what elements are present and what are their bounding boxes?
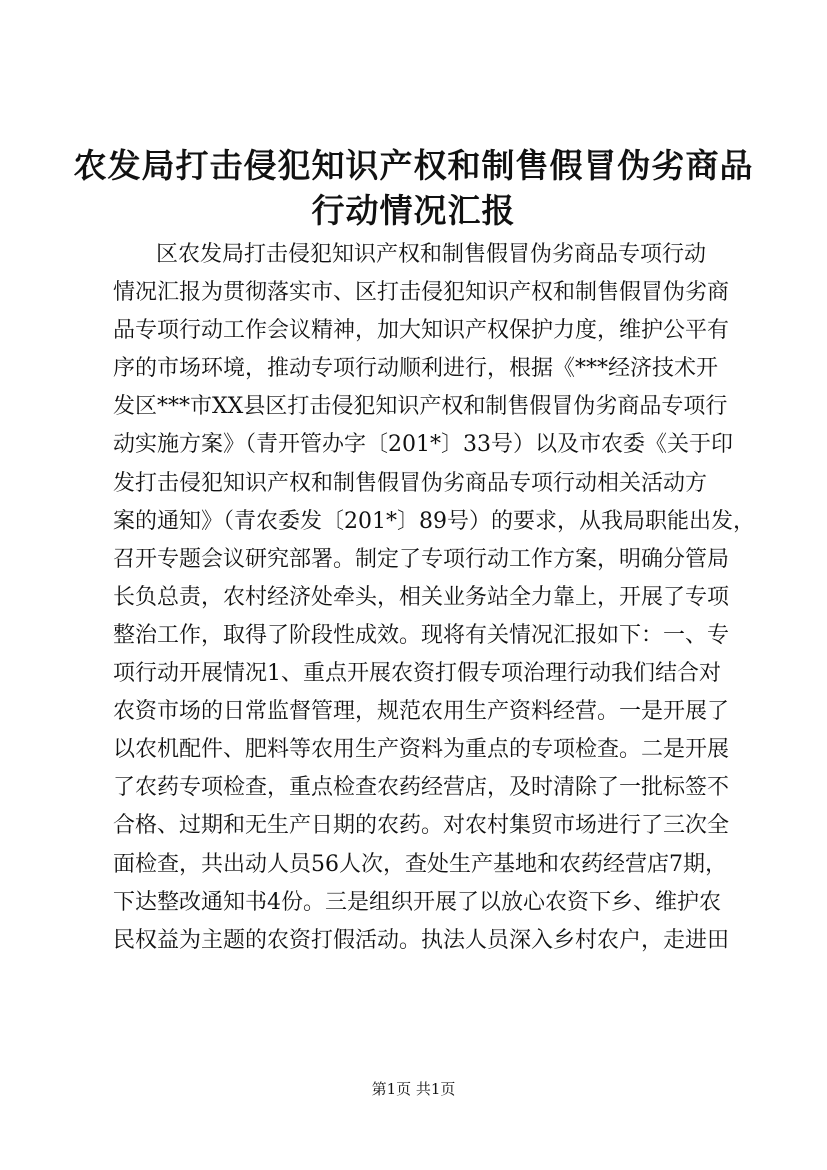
body-line: 召开专题会议研究部署。制定了专项行动工作方案，明确分管局 — [113, 546, 730, 572]
body-line: 长负总责，农村经济处牵头，相关业务站全力靠上，开展了专项 — [113, 584, 730, 610]
document-title-line-1: 农发局打击侵犯知识产权和制售假冒伪劣商品 — [73, 146, 754, 185]
body-line: 以农机配件、肥料等农用生产资料为重点的专项检查。二是开展 — [113, 737, 730, 763]
body-line: 了农药专项检查，重点检查农药经营店，及时清除了一批标签不 — [113, 775, 730, 801]
body-line: 面检查，共出动人员56人次，查处生产基地和农药经营店7期， — [113, 851, 727, 877]
page-number-footer: 第1页 共1页 — [371, 1080, 456, 1098]
document-body — [113, 236, 755, 960]
body-line: 发打击侵犯知识产权和制售假冒伪劣商品专项行动相关活动方 — [113, 470, 708, 496]
body-line: 动实施方案》（青开管办字〔201*〕33号）以及市农委《关于印 — [113, 432, 733, 458]
body-line: 案的通知》（青农委发〔201*〕89号）的要求，从我局职能出发， — [113, 508, 755, 534]
document-title-line-2: 行动情况汇报 — [311, 191, 516, 230]
body-line: 项行动开展情况1、重点开展农资打假专项治理行动我们结合对 — [113, 661, 721, 687]
body-line: 发区***市XX县区打击侵犯知识产权和制售假冒伪劣商品专项行 — [113, 394, 728, 420]
body-line: 合格、过期和无生产日期的农药。对农村集贸市场进行了三次全 — [113, 813, 730, 839]
body-line: 情况汇报为贯彻落实市、区打击侵犯知识产权和制售假冒伪劣商 — [113, 280, 730, 306]
body-line: 整治工作，取得了阶段性成效。现将有关情况汇报如下：一、专 — [113, 622, 730, 648]
body-line: 区农发局打击侵犯知识产权和制售假冒伪劣商品专项行动 — [156, 242, 707, 267]
body-line: 民权益为主题的农资打假活动。执法人员深入乡村农户，走进田 — [113, 927, 730, 953]
body-line: 序的市场环境，推动专项行动顺利进行，根据《***经济技术开 — [113, 356, 719, 382]
body-line: 品专项行动工作会议精神，加大知识产权保护力度，维护公平有 — [113, 318, 730, 344]
body-line: 下达整改通知书4份。三是组织开展了以放心农资下乡、维护农 — [113, 889, 721, 915]
body-line: 农资市场的日常监督管理，规范农用生产资料经营。一是开展了 — [113, 699, 730, 725]
